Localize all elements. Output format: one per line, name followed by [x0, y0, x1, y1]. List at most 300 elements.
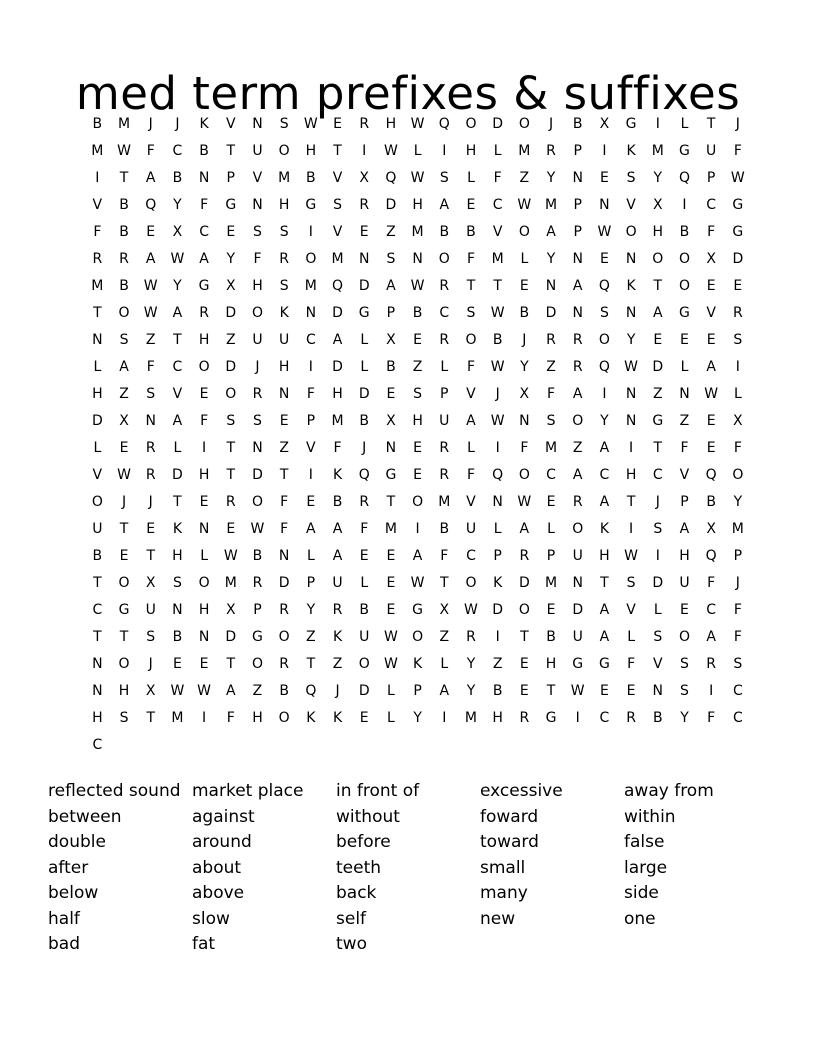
grid-letter: D: [492, 602, 504, 618]
grid-letter: Y: [173, 278, 182, 294]
word-list-item: self: [336, 908, 367, 929]
grid-letter: H: [118, 683, 130, 699]
grid-letter: F: [226, 710, 235, 726]
grid-letter: N: [572, 251, 583, 267]
grid-letter: N: [172, 602, 183, 618]
grid-letter: E: [359, 710, 369, 726]
grid-letter: N: [625, 413, 637, 429]
grid-letter: Z: [252, 683, 263, 699]
grid-letter: F: [360, 521, 369, 537]
grid-letter: W: [143, 305, 158, 321]
grid-letter: F: [200, 413, 209, 429]
grid-letter: S: [733, 332, 743, 348]
grid-letter: G: [598, 656, 610, 672]
grid-letter: X: [652, 197, 663, 213]
grid-letter: A: [412, 548, 423, 564]
grid-letter: M: [544, 440, 558, 456]
grid-letter: A: [225, 683, 236, 699]
grid-letter: F: [280, 521, 289, 537]
grid-letter: W: [704, 386, 719, 402]
grid-letter: F: [306, 386, 315, 402]
grid-letter: O: [358, 656, 370, 672]
grid-letter: H: [172, 548, 183, 564]
grid-letter: T: [119, 521, 129, 537]
grid-letter: M: [278, 170, 291, 186]
grid-letter: G: [358, 305, 370, 321]
grid-letter: B: [466, 224, 476, 240]
word-list-item: away from: [624, 781, 714, 801]
grid-letter: N: [92, 656, 103, 672]
grid-letter: W: [624, 548, 639, 564]
grid-letter: O: [465, 332, 477, 348]
grid-letter: R: [466, 629, 476, 645]
grid-letter: L: [653, 602, 662, 618]
grid-letter: X: [386, 413, 396, 429]
grid-letter: L: [360, 332, 369, 348]
word-list-item: market place: [192, 781, 304, 801]
grid-letter: W: [570, 683, 585, 699]
grid-letter: O: [678, 629, 690, 645]
grid-letter: M: [518, 143, 531, 159]
grid-letter: O: [412, 494, 424, 510]
grid-letter: S: [413, 386, 423, 402]
grid-letter: D: [492, 116, 504, 132]
grid-letter: E: [680, 332, 689, 348]
word-list-item: without: [336, 806, 400, 827]
grid-letter: H: [198, 602, 210, 618]
grid-letter: D: [518, 575, 530, 591]
grid-letter: I: [655, 548, 660, 564]
grid-letter: R: [199, 305, 209, 321]
grid-letter: U: [145, 602, 156, 618]
grid-letter: E: [119, 548, 129, 564]
grid-letter: M: [331, 413, 344, 429]
grid-letter: T: [146, 710, 155, 726]
grid-letter: A: [199, 251, 209, 267]
grid-letter: J: [255, 359, 260, 375]
grid-letter: O: [118, 305, 130, 321]
grid-letter: P: [573, 224, 582, 240]
grid-letter: B: [279, 683, 289, 699]
grid-letter: D: [385, 197, 397, 213]
grid-letter: A: [439, 197, 450, 213]
grid-letter: B: [439, 224, 450, 240]
grid-letter: S: [253, 413, 262, 429]
grid-letter: S: [279, 278, 289, 294]
grid-letter: D: [358, 386, 370, 402]
grid-letter: L: [387, 710, 395, 726]
grid-letter: C: [92, 737, 103, 753]
grid-letter: P: [573, 143, 582, 159]
grid-letter: S: [466, 305, 476, 321]
grid-letter: R: [572, 359, 583, 375]
grid-letter: S: [172, 575, 182, 591]
grid-letter: D: [332, 305, 343, 321]
grid-letter: X: [733, 413, 743, 429]
word-list-item: new: [480, 908, 516, 929]
grid-letter: O: [278, 710, 290, 726]
grid-letter: K: [493, 575, 503, 591]
grid-letter: T: [173, 494, 182, 510]
grid-letter: R: [732, 305, 743, 321]
grid-letter: C: [706, 197, 717, 213]
grid-letter: S: [599, 305, 609, 321]
grid-letter: D: [572, 602, 584, 618]
word-list-item: reflected sound: [48, 781, 181, 801]
grid-letter: R: [359, 116, 370, 132]
grid-letter: Y: [520, 359, 529, 375]
grid-letter: G: [252, 629, 263, 645]
grid-letter: T: [226, 143, 236, 159]
grid-letter: X: [359, 170, 370, 186]
grid-letter: M: [331, 251, 344, 267]
grid-letter: E: [519, 683, 529, 699]
grid-letter: Z: [492, 656, 503, 672]
grid-letter: P: [440, 386, 449, 402]
word-list-item: foward: [480, 806, 539, 827]
grid-letter: X: [225, 602, 236, 618]
grid-letter: W: [410, 116, 425, 132]
grid-letter: D: [358, 278, 370, 294]
grid-letter: A: [145, 251, 156, 267]
grid-letter: W: [410, 170, 425, 186]
grid-letter: I: [362, 143, 367, 159]
grid-letter: P: [706, 170, 716, 186]
grid-letter: O: [465, 575, 477, 591]
grid-letter: Z: [306, 629, 316, 645]
grid-letter: B: [92, 548, 103, 564]
grid-letter: A: [332, 548, 343, 564]
grid-letter: R: [439, 278, 450, 294]
grid-letter: F: [146, 143, 155, 159]
grid-letter: H: [465, 143, 477, 159]
grid-letter: A: [332, 332, 343, 348]
grid-letter: N: [305, 305, 317, 321]
grid-letter: P: [306, 413, 316, 429]
grid-letter: B: [652, 710, 663, 726]
grid-letter: B: [306, 170, 316, 186]
grid-letter: D: [278, 575, 290, 591]
word-list-item: slow: [192, 908, 230, 929]
grid-letter: E: [706, 278, 716, 294]
grid-letter: O: [438, 251, 450, 267]
grid-letter: L: [547, 521, 555, 537]
grid-letter: K: [172, 521, 182, 537]
grid-letter: A: [599, 602, 610, 618]
grid-letter: W: [117, 467, 131, 483]
grid-letter: I: [308, 224, 313, 240]
grid-letter: G: [652, 413, 664, 429]
grid-letter: F: [680, 440, 689, 456]
word-list-item: bad: [48, 934, 80, 954]
grid-letter: R: [359, 494, 370, 510]
word-list-item: within: [624, 806, 676, 827]
grid-letter: F: [547, 386, 556, 402]
grid-letter: P: [680, 494, 689, 510]
grid-letter: D: [332, 359, 343, 375]
grid-letter: N: [145, 413, 156, 429]
grid-letter: A: [386, 278, 396, 294]
grid-letter: J: [148, 116, 153, 132]
grid-letter: K: [626, 278, 636, 294]
grid-letter: C: [172, 359, 183, 375]
grid-letter: W: [170, 683, 185, 699]
grid-letter: B: [119, 197, 129, 213]
grid-letter: N: [198, 521, 210, 537]
grid-letter: E: [546, 494, 556, 510]
grid-letter: Y: [466, 656, 476, 672]
grid-letter: D: [225, 305, 237, 321]
grid-letter: N: [625, 386, 637, 402]
grid-letter: D: [652, 575, 664, 591]
grid-letter: U: [572, 548, 583, 564]
grid-letter: V: [252, 170, 263, 186]
grid-letter: O: [678, 278, 690, 294]
grid-letter: O: [198, 575, 210, 591]
grid-letter: F: [253, 251, 262, 267]
word-list-item: false: [624, 832, 665, 852]
grid-letter: V: [225, 116, 236, 132]
grid-letter: S: [653, 629, 663, 645]
grid-letter: E: [119, 440, 129, 456]
word-list-item: around: [192, 832, 252, 852]
grid-letter: I: [735, 359, 740, 375]
grid-letter: P: [386, 305, 396, 321]
grid-letter: H: [412, 413, 423, 429]
grid-letter: X: [172, 224, 183, 240]
grid-letter: M: [304, 278, 317, 294]
grid-letter: F: [520, 440, 529, 456]
grid-letter: E: [706, 332, 716, 348]
grid-letter: M: [91, 143, 104, 159]
grid-letter: H: [305, 143, 317, 159]
grid-letter: R: [439, 332, 450, 348]
grid-letter: Q: [358, 467, 370, 483]
grid-letter: E: [172, 656, 182, 672]
grid-letter: A: [119, 359, 129, 375]
grid-letter: A: [652, 305, 663, 321]
grid-letter: S: [146, 629, 156, 645]
grid-letter: H: [332, 386, 343, 402]
grid-letter: L: [440, 359, 449, 375]
grid-letter: R: [546, 332, 556, 348]
grid-letter: M: [91, 278, 104, 294]
grid-letter: B: [252, 548, 263, 564]
grid-letter: I: [709, 683, 714, 699]
grid-letter: S: [279, 224, 289, 240]
grid-letter: H: [252, 278, 263, 294]
grid-letter: S: [333, 197, 342, 213]
grid-letter: P: [493, 548, 502, 564]
grid-letter: T: [226, 656, 236, 672]
grid-letter: E: [653, 332, 663, 348]
grid-letter: E: [386, 575, 396, 591]
grid-letter: N: [545, 278, 557, 294]
grid-letter: R: [92, 251, 103, 267]
word-list-item: in front of: [336, 781, 420, 801]
grid-letter: F: [733, 629, 742, 645]
grid-letter: N: [252, 116, 263, 132]
grid-letter: E: [546, 602, 556, 618]
grid-letter: K: [599, 521, 609, 537]
grid-letter: E: [199, 386, 209, 402]
grid-letter: B: [172, 170, 183, 186]
word-list: [48, 779, 768, 958]
grid-letter: P: [413, 683, 422, 699]
grid-letter: T: [173, 332, 182, 348]
grid-letter: L: [93, 359, 102, 375]
grid-letter: Z: [279, 440, 289, 456]
grid-letter: N: [652, 683, 664, 699]
grid-letter: A: [572, 467, 583, 483]
word-list-item: many: [480, 883, 528, 903]
grid-letter: Y: [733, 494, 743, 510]
grid-letter: O: [465, 116, 477, 132]
grid-letter: G: [385, 467, 397, 483]
grid-letter: W: [624, 359, 639, 375]
grid-letter: Q: [438, 116, 450, 132]
grid-letter: M: [438, 494, 451, 510]
grid-letter: H: [492, 710, 503, 726]
grid-letter: N: [385, 440, 397, 456]
word-list-item: before: [336, 832, 391, 852]
grid-letter: W: [410, 575, 425, 591]
grid-letter: C: [599, 467, 610, 483]
grid-letter: U: [332, 575, 343, 591]
grid-letter: H: [198, 332, 210, 348]
grid-letter: U: [572, 629, 583, 645]
grid-letter: E: [386, 386, 396, 402]
grid-letter: E: [359, 548, 369, 564]
grid-letter: L: [493, 143, 502, 159]
grid-letter: T: [119, 170, 129, 186]
grid-letter: R: [332, 602, 343, 618]
grid-letter: T: [466, 278, 476, 294]
grid-letter: F: [707, 224, 716, 240]
grid-letter: C: [466, 548, 476, 564]
grid-letter: U: [279, 332, 290, 348]
grid-letter: C: [599, 710, 610, 726]
grid-letter: N: [572, 305, 583, 321]
word-list-item: [480, 932, 624, 958]
grid-letter: K: [332, 710, 343, 726]
grid-letter: B: [492, 332, 503, 348]
grid-letter: F: [146, 359, 155, 375]
grid-letter: H: [252, 710, 263, 726]
grid-letter: I: [442, 710, 447, 726]
grid-letter: X: [439, 602, 450, 618]
grid-letter: I: [308, 467, 313, 483]
grid-letter: Y: [546, 170, 556, 186]
grid-letter: Q: [678, 170, 690, 186]
grid-letter: L: [680, 359, 689, 375]
grid-letter: X: [599, 116, 610, 132]
grid-letter: A: [519, 521, 530, 537]
grid-letter: Z: [119, 386, 129, 402]
grid-letter: U: [252, 332, 263, 348]
grid-letter: I: [602, 386, 607, 402]
grid-letter: R: [519, 548, 530, 564]
grid-letter: M: [224, 575, 237, 591]
grid-letter: E: [599, 683, 609, 699]
grid-letter: J: [495, 386, 500, 402]
grid-letter: O: [518, 116, 530, 132]
grid-letter: O: [251, 494, 263, 510]
grid-letter: V: [626, 197, 636, 213]
grid-letter: Y: [413, 710, 422, 726]
grid-letter: E: [333, 116, 342, 132]
grid-letter: A: [599, 440, 610, 456]
grid-letter: O: [118, 575, 130, 591]
grid-letter: L: [467, 170, 475, 186]
grid-letter: E: [599, 251, 609, 267]
grid-letter: O: [278, 629, 290, 645]
grid-letter: G: [679, 143, 690, 159]
grid-letter: F: [93, 224, 102, 240]
grid-letter: R: [572, 332, 583, 348]
grid-letter: G: [545, 710, 557, 726]
grid-letter: U: [465, 521, 477, 537]
grid-letter: C: [732, 710, 743, 726]
word-list-item: above: [192, 883, 245, 903]
grid-letter: G: [305, 197, 317, 213]
grid-letter: F: [440, 548, 449, 564]
grid-letter: L: [360, 359, 369, 375]
grid-letter: G: [118, 602, 130, 618]
grid-letter: S: [279, 116, 289, 132]
grid-letter: N: [198, 629, 210, 645]
grid-letter: W: [410, 278, 425, 294]
grid-letter: E: [706, 413, 716, 429]
word-list-item: after: [48, 857, 89, 878]
grid-letter: S: [253, 224, 262, 240]
grid-letter: L: [680, 116, 689, 132]
grid-letter: H: [652, 224, 664, 240]
grid-letter: F: [707, 575, 716, 591]
grid-letter: B: [119, 278, 129, 294]
grid-letter: A: [679, 521, 690, 537]
grid-letter: A: [706, 359, 716, 375]
grid-letter: I: [629, 521, 634, 537]
grid-letter: H: [679, 548, 690, 564]
grid-letter: X: [145, 575, 156, 591]
grid-letter: B: [519, 305, 530, 321]
word-list-item: below: [48, 883, 99, 903]
grid-letter: O: [91, 494, 103, 510]
word-list-item: small: [480, 857, 526, 878]
grid-letter: S: [119, 332, 129, 348]
word-list-item: back: [336, 883, 377, 903]
grid-letter: B: [359, 413, 370, 429]
grid-letter: T: [93, 575, 102, 591]
grid-letter: R: [546, 143, 556, 159]
grid-letter: Y: [546, 251, 556, 267]
grid-letter: T: [493, 278, 502, 294]
grid-letter: I: [602, 143, 607, 159]
grid-letter: R: [439, 467, 450, 483]
grid-letter: Z: [225, 332, 236, 348]
grid-letter: L: [413, 143, 422, 159]
grid-letter: O: [412, 629, 424, 645]
grid-letter: B: [412, 305, 423, 321]
grid-letter: Q: [385, 170, 397, 186]
grid-letter: Z: [386, 224, 396, 240]
grid-letter: G: [412, 602, 424, 618]
grid-letter: O: [198, 359, 210, 375]
grid-letter: D: [652, 359, 664, 375]
word-list-item: [624, 932, 768, 958]
grid-letter: T: [333, 143, 342, 159]
